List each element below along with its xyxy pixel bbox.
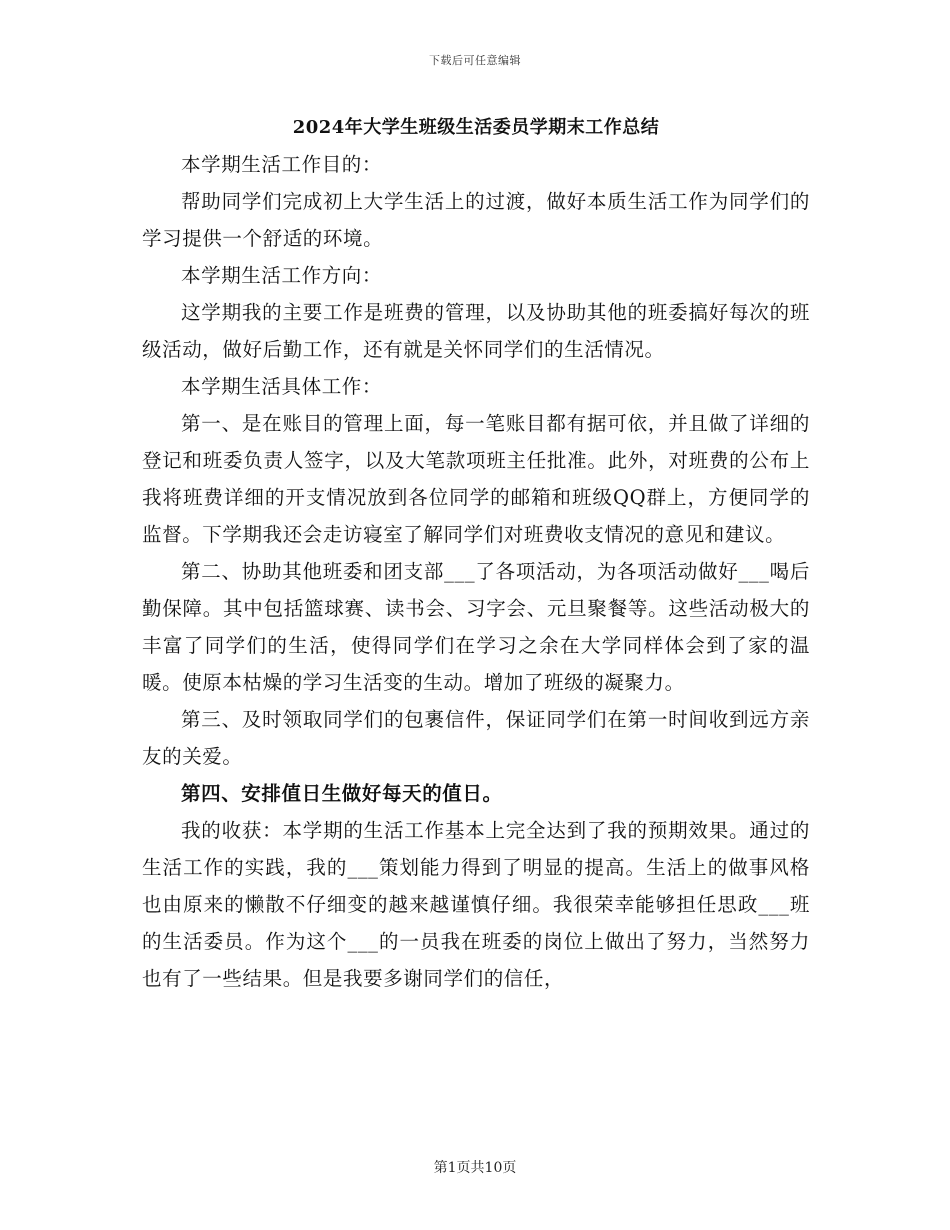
- paragraph-direction-heading: 本学期生活工作方向：: [181, 264, 383, 287]
- document-title: 2024年大学生班级生活委员学期末工作总结: [292, 117, 660, 138]
- page-number-footer: 第1页共10页: [433, 1160, 517, 1176]
- paragraph-task-one: 第一、是在账目的管理上面，每一笔账目都有据可依，并且做了详细的登记和班委负责人签字，以及大笔款项班主任批准。此外，对班费的公布上我将班费详细的开支情况放到各位同学的邮箱和班级QQ群上，方便同学的监督。下学期我还会走访寝室了解同学们对班费收支情况的意见和建议。: [142, 412, 810, 546]
- paragraph-direction: 这学期我的主要工作是班费的管理，以及协助其他的班委搞好每次的班级活动，做好后勤工作，还有就是关怀同学们的生活情况。: [142, 301, 810, 361]
- page-header-note: 下载后可任意编辑: [429, 54, 521, 67]
- paragraph-task-two: 第二、协助其他班委和团支部___了各项活动，为各项活动做好___喝后勤保障。其中包括篮球赛、读书会、习字会、元旦聚餐等。这些活动极大的丰富了同学们的生活，使得同学们在学习之余在大学同样体会到了家的温暖。使原本枯燥的学习生活变的生动。增加了班级的凝聚力。: [142, 560, 810, 694]
- document-body: [142, 112, 810, 997]
- paragraph-purpose-heading: 本学期生活工作目的：: [181, 153, 383, 176]
- paragraph-task-four: 第四、安排值日生做好每天的值日。: [181, 782, 503, 805]
- paragraph-tasks-heading: 本学期生活具体工作：: [181, 375, 383, 398]
- paragraph-purpose: 帮助同学们完成初上大学生活上的过渡，做好本质生活工作为同学们的学习提供一个舒适的环境。: [142, 190, 810, 250]
- paragraph-gains: 我的收获：本学期的生活工作基本上完全达到了我的预期效果。通过的生活工作的实践，我的___策划能力得到了明显的提高。生活上的做事风格也由原来的懒散不仔细变的越来越谨慎仔细。我很荣幸能够担任思政___班的生活委员。作为这个___的一员我在班委的岗位上做出了努力，当然努力也有了一些结果。但是我要多谢同学们的信任，: [142, 819, 810, 990]
- paragraph-task-three: 第三、及时领取同学们的包裹信件，保证同学们在第一时间收到远方亲友的关爱。: [142, 708, 810, 768]
